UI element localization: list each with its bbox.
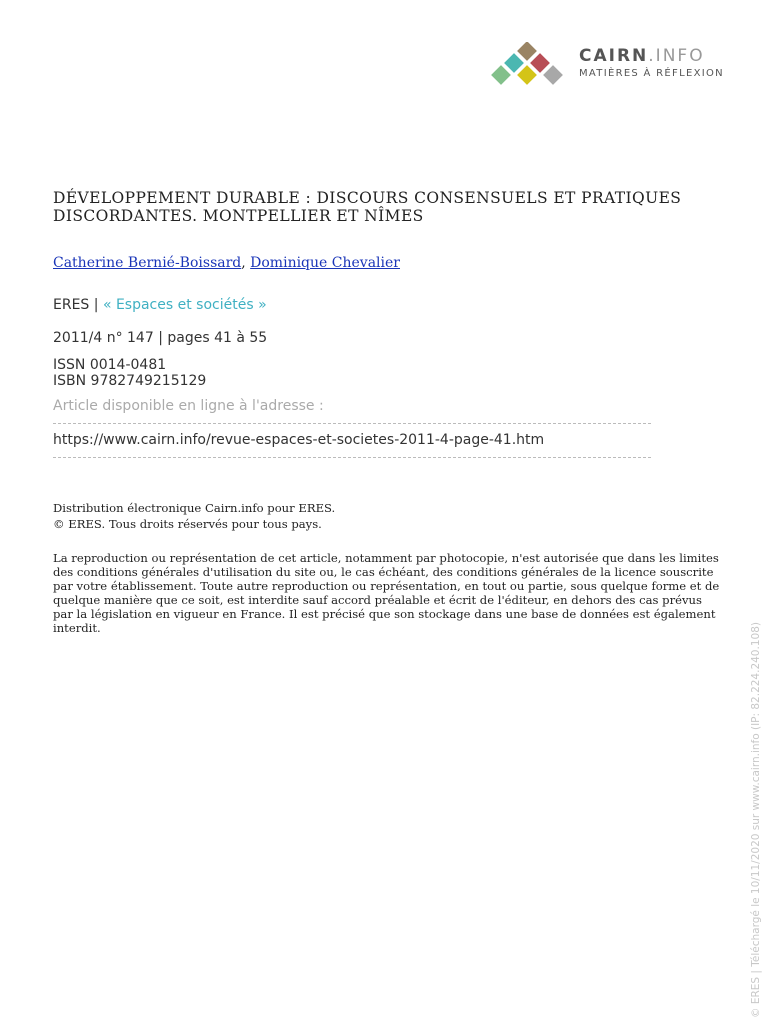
article-title: DÉVELOPPEMENT DURABLE : DISCOURS CONSENSUELS ET PRATIQUES DISCORDANTES. MONTPELLIER ET NÎMES (53, 189, 682, 225)
brand-suffix: .INFO (648, 46, 705, 66)
logo-tile (543, 65, 563, 85)
author-separator: , (241, 255, 251, 271)
publisher-line (53, 297, 267, 313)
download-watermark: © ERES | Téléchargé le 10/11/2020 sur www.cairn.info (IP: 82.224.240.108) (750, 622, 762, 1018)
brand-tagline: MATIÈRES À RÉFLEXION (579, 68, 724, 79)
cairn-logo[interactable] (488, 42, 728, 90)
distribution-notice: Distribution électronique Cairn.info pour ERES. (53, 501, 336, 515)
logo-tile (530, 53, 550, 73)
cairn-mosaic-icon (488, 42, 570, 90)
copyright-notice: © ERES. Tous droits réservés pour tous pays. (53, 517, 322, 531)
author-link-1[interactable]: Catherine Bernié-Boissard (53, 255, 242, 271)
article-url-link[interactable]: https://www.cairn.info/revue-espaces-et-societes-2011-4-page-41.htm (53, 432, 545, 448)
logo-tile (517, 42, 537, 61)
logo-tile (491, 65, 511, 85)
divider-bottom (53, 457, 651, 458)
author-list (53, 255, 400, 271)
legal-notice: La reproduction ou représentation de cet article, notamment par photocopie, n'est autorisée que dans les limites des conditions générales d'utilisation du site ou, le cas échéant, des conditions générales de la licence souscrite par votre établissement. Toute autre reproduction ou représentation, en tout ou partie, sous quelque forme et de quelque manière que ce soit, est interdite sauf accord préalable et écrit de l'éditeur, en dehors des cas prévus par la législation en vigueur en France. Il est précisé que son stockage dans une base de données est également interdit. (53, 551, 720, 635)
logo-tile (504, 53, 524, 73)
isbn: ISBN 9782749215129 (53, 373, 207, 389)
author-link-2[interactable]: Dominique Chevalier (250, 255, 400, 271)
logo-tile (517, 65, 537, 85)
journal-link[interactable]: « Espaces et sociétés » (102, 297, 267, 313)
brand-main: CAIRN (579, 46, 649, 66)
issn: ISSN 0014-0481 (53, 357, 167, 373)
publisher: ERES | (53, 297, 99, 313)
available-label: Article disponible en ligne à l'adresse : (53, 398, 324, 414)
divider-top (53, 423, 651, 424)
brand-name (579, 46, 705, 66)
issue-info: 2011/4 n° 147 | pages 41 à 55 (53, 330, 268, 346)
